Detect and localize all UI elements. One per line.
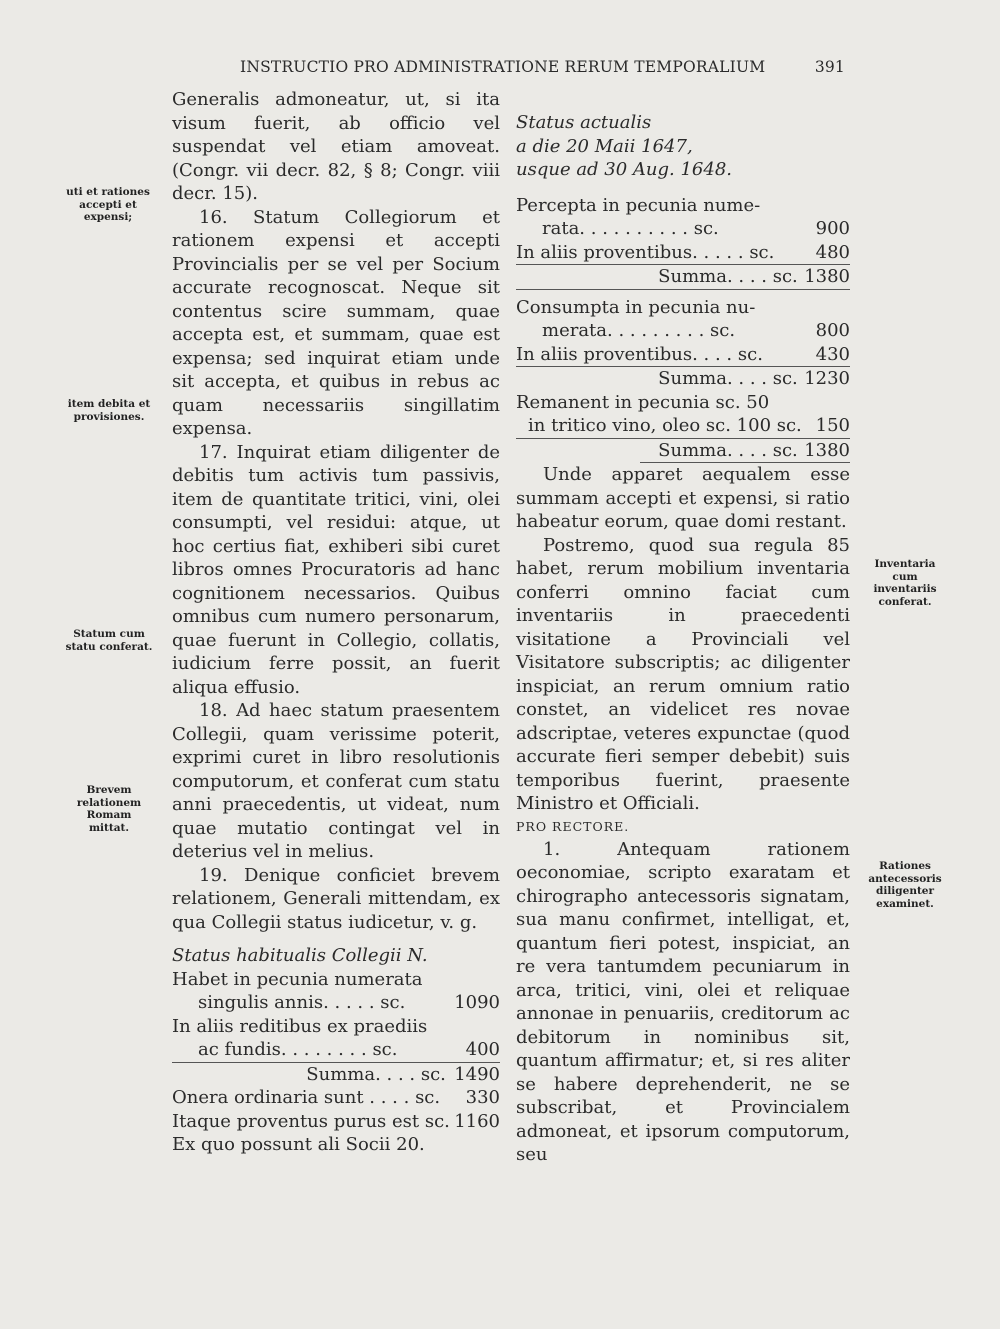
row-value xyxy=(802,391,850,415)
status-actualis-title: Status actualis xyxy=(516,112,652,133)
table-row xyxy=(516,289,850,319)
table-row xyxy=(172,991,500,1015)
row-label: Summa. . . . sc. xyxy=(172,1062,450,1086)
row-value xyxy=(450,1015,500,1039)
row-value: 330 xyxy=(465,1087,500,1108)
table-row xyxy=(516,241,850,265)
row-label: In aliis proventibus. . . . sc. xyxy=(516,343,763,365)
row-value: 1230 xyxy=(802,367,850,391)
page-header xyxy=(230,58,845,80)
row-value: 800 xyxy=(815,320,850,341)
paragraph-16: 16. Statum Collegiorum et rationem expensi et accepti Provincialis per se vel per Socium accurate recognoscat. Neque sit contentus scire summam, quae accepta est, et summam, quae est expensa; sed inquirat etiam unde sit accepta, et quibus in rebus ac quam necessariis singillatim expensa. xyxy=(172,206,500,439)
paragraph-19: 19. Denique conficiet brevem relationem, Generali mittendam, ex qua Collegii status iudicetur, v. g. xyxy=(172,864,500,933)
table-row xyxy=(172,1062,500,1086)
paragraph: Generalis admoneatur, ut, si ita visum fuerit, ab officio vel suspendat vel etiam amoveat. (Congr. vii decr. 82, § 8; Congr. viii decr. 15). xyxy=(172,89,500,204)
row-value: 150 xyxy=(815,415,850,436)
margin-note-relationem: Brevem relationem Romam mittat. xyxy=(76,784,142,834)
row-label: in tritico vino, oleo sc. 100 sc. xyxy=(528,415,802,436)
status-habitualis-table xyxy=(172,968,500,1157)
row-value xyxy=(450,968,500,992)
paragraph-rector-1: 1. Antequam rationem oeconomiae, scripto exaratam et chirographo antecessoris signatam, sua manu confirmet, intelligat, et, quantum fieri potest, inspiciat, an re vera tantumdem pecuniarum in arca, tritici, vini, olei et reliquae annonae in penuariis, creditorum ac debitorum in nominibus sit, quantum affirmatur; et, si res aliter se habere deprehenderit, ne se subscribat, et Provincialem admoneat, et ipsorum computorum, seu xyxy=(516,838,850,1165)
table-row xyxy=(516,367,850,391)
table-row xyxy=(516,343,850,367)
row-value: 430 xyxy=(815,343,850,365)
row-value xyxy=(802,194,850,218)
row-value: 1490 xyxy=(450,1062,500,1086)
paragraph-unde: Unde apparet aequalem esse summam accepti et expensi, si ratio habeatur eorum, quae domi restant. xyxy=(516,464,850,532)
table-row xyxy=(516,319,850,343)
margin-note-rationes-antecessoris: Rationes antecessoris diligenter examinet. xyxy=(868,860,942,910)
row-label: ac fundis. . . . . . . . sc. xyxy=(198,1039,398,1060)
table-row xyxy=(172,1133,500,1157)
row-label: Onera ordinaria sunt . . . . sc. xyxy=(172,1087,441,1108)
row-label: singulis annis. . . . . sc. xyxy=(198,992,406,1013)
row-label: Summa. . . . sc. xyxy=(516,367,802,391)
table-row xyxy=(516,438,850,462)
row-label: In aliis reditibus ex praediis xyxy=(172,1015,428,1037)
row-value: 1380 xyxy=(802,438,850,462)
row-value: 1380 xyxy=(802,265,850,290)
row-label: Summa. . . . sc. xyxy=(516,265,802,290)
right-column xyxy=(516,88,850,1167)
margin-note-rationes: uti et rationes accepti et expensi; xyxy=(66,186,150,223)
status-actualis-date-from: a die 20 Maii 1647, xyxy=(516,135,693,157)
row-label: Remanent in pecunia sc. 50 xyxy=(516,391,770,413)
table-row xyxy=(516,414,850,438)
row-label: Summa. . . . sc. xyxy=(516,438,802,462)
row-label: Itaque proventus purus est sc. xyxy=(172,1110,450,1132)
row-label: Habet in pecunia numerata xyxy=(172,968,423,990)
row-label: rata. . . . . . . . . . sc. xyxy=(542,218,719,239)
status-habitualis-title: Status habitualis Collegii N. xyxy=(172,945,428,966)
status-actualis-table xyxy=(516,194,850,463)
running-title: INSTRUCTIO PRO ADMINISTRATIONE RERUM TEMPORALIUM xyxy=(240,58,766,76)
row-value: 480 xyxy=(815,241,850,263)
row-label: Ex quo possunt ali Socii 20. xyxy=(172,1134,425,1155)
row-label: In aliis proventibus. . . . . sc. xyxy=(516,241,775,263)
row-label: merata. . . . . . . . . sc. xyxy=(542,320,736,341)
table-row xyxy=(516,391,850,415)
table-row xyxy=(172,1015,500,1039)
table-row xyxy=(172,1110,500,1134)
status-actualis-date-to: usque ad 30 Aug. 1648. xyxy=(516,159,733,180)
row-label: Consumpta in pecunia nu- xyxy=(516,289,802,319)
table-row xyxy=(516,217,850,241)
row-label: Percepta in pecunia nume- xyxy=(516,194,761,216)
row-value xyxy=(802,289,850,319)
table-row xyxy=(516,265,850,290)
row-value: 400 xyxy=(465,1039,500,1060)
margin-note-debita: item debita et provisiones. xyxy=(67,398,151,423)
paragraph-postremo: Postremo, quod sua regula 85 habet, rerum mobilium inventaria conferri omnino faciat cum inventariis in praecedenti visitatione a Provinciali vel Visitatore subscriptis; ac diligenter inspiciat, an rerum omnium ratio constet, an videlicet res novae adscriptae, veteres expunctae (quod accurate fieri semper debebit) suis temporibus fuerint, praesente Ministro et Officiali. xyxy=(516,534,850,814)
table-row xyxy=(172,1086,500,1110)
table-row xyxy=(172,1038,500,1062)
paragraph-17: 17. Inquirat etiam diligenter de debitis tum activis tum passivis, item de quantitate tritici, vini, olei consumpti, vel residui: atque, ut hoc certius fiat, exhiberi sibi curet libros omnes Procuratoris ad hanc cognitionem necessarios. Quibus omnibus cum numero personarum, quae fuerunt in Collegio, collatis, iudicium ferre possit, an fuerit aliqua effusio. xyxy=(172,441,500,698)
table-row xyxy=(516,194,850,218)
row-value xyxy=(450,1133,500,1157)
row-value: 1160 xyxy=(454,1110,500,1132)
paragraph-18: 18. Ad haec statum praesentem Collegii, quam verissime poterit, exprimi curet in libro resolutionis computorum, et conferat cum statu anni praecedentis, ut videat, num quae mutatio contingat vel in deterius vel in melius. xyxy=(172,700,500,862)
section-title: PRO RECTORE. xyxy=(516,818,630,834)
row-value: 1090 xyxy=(454,992,500,1013)
page-number: 391 xyxy=(814,58,845,76)
row-value: 900 xyxy=(815,218,850,239)
table-row xyxy=(172,968,500,992)
margin-note-statum: Statum cum statu conferat. xyxy=(65,628,153,653)
left-column xyxy=(172,88,500,1157)
margin-note-inventaria: Inventaria cum inventariis conferat. xyxy=(873,558,937,608)
